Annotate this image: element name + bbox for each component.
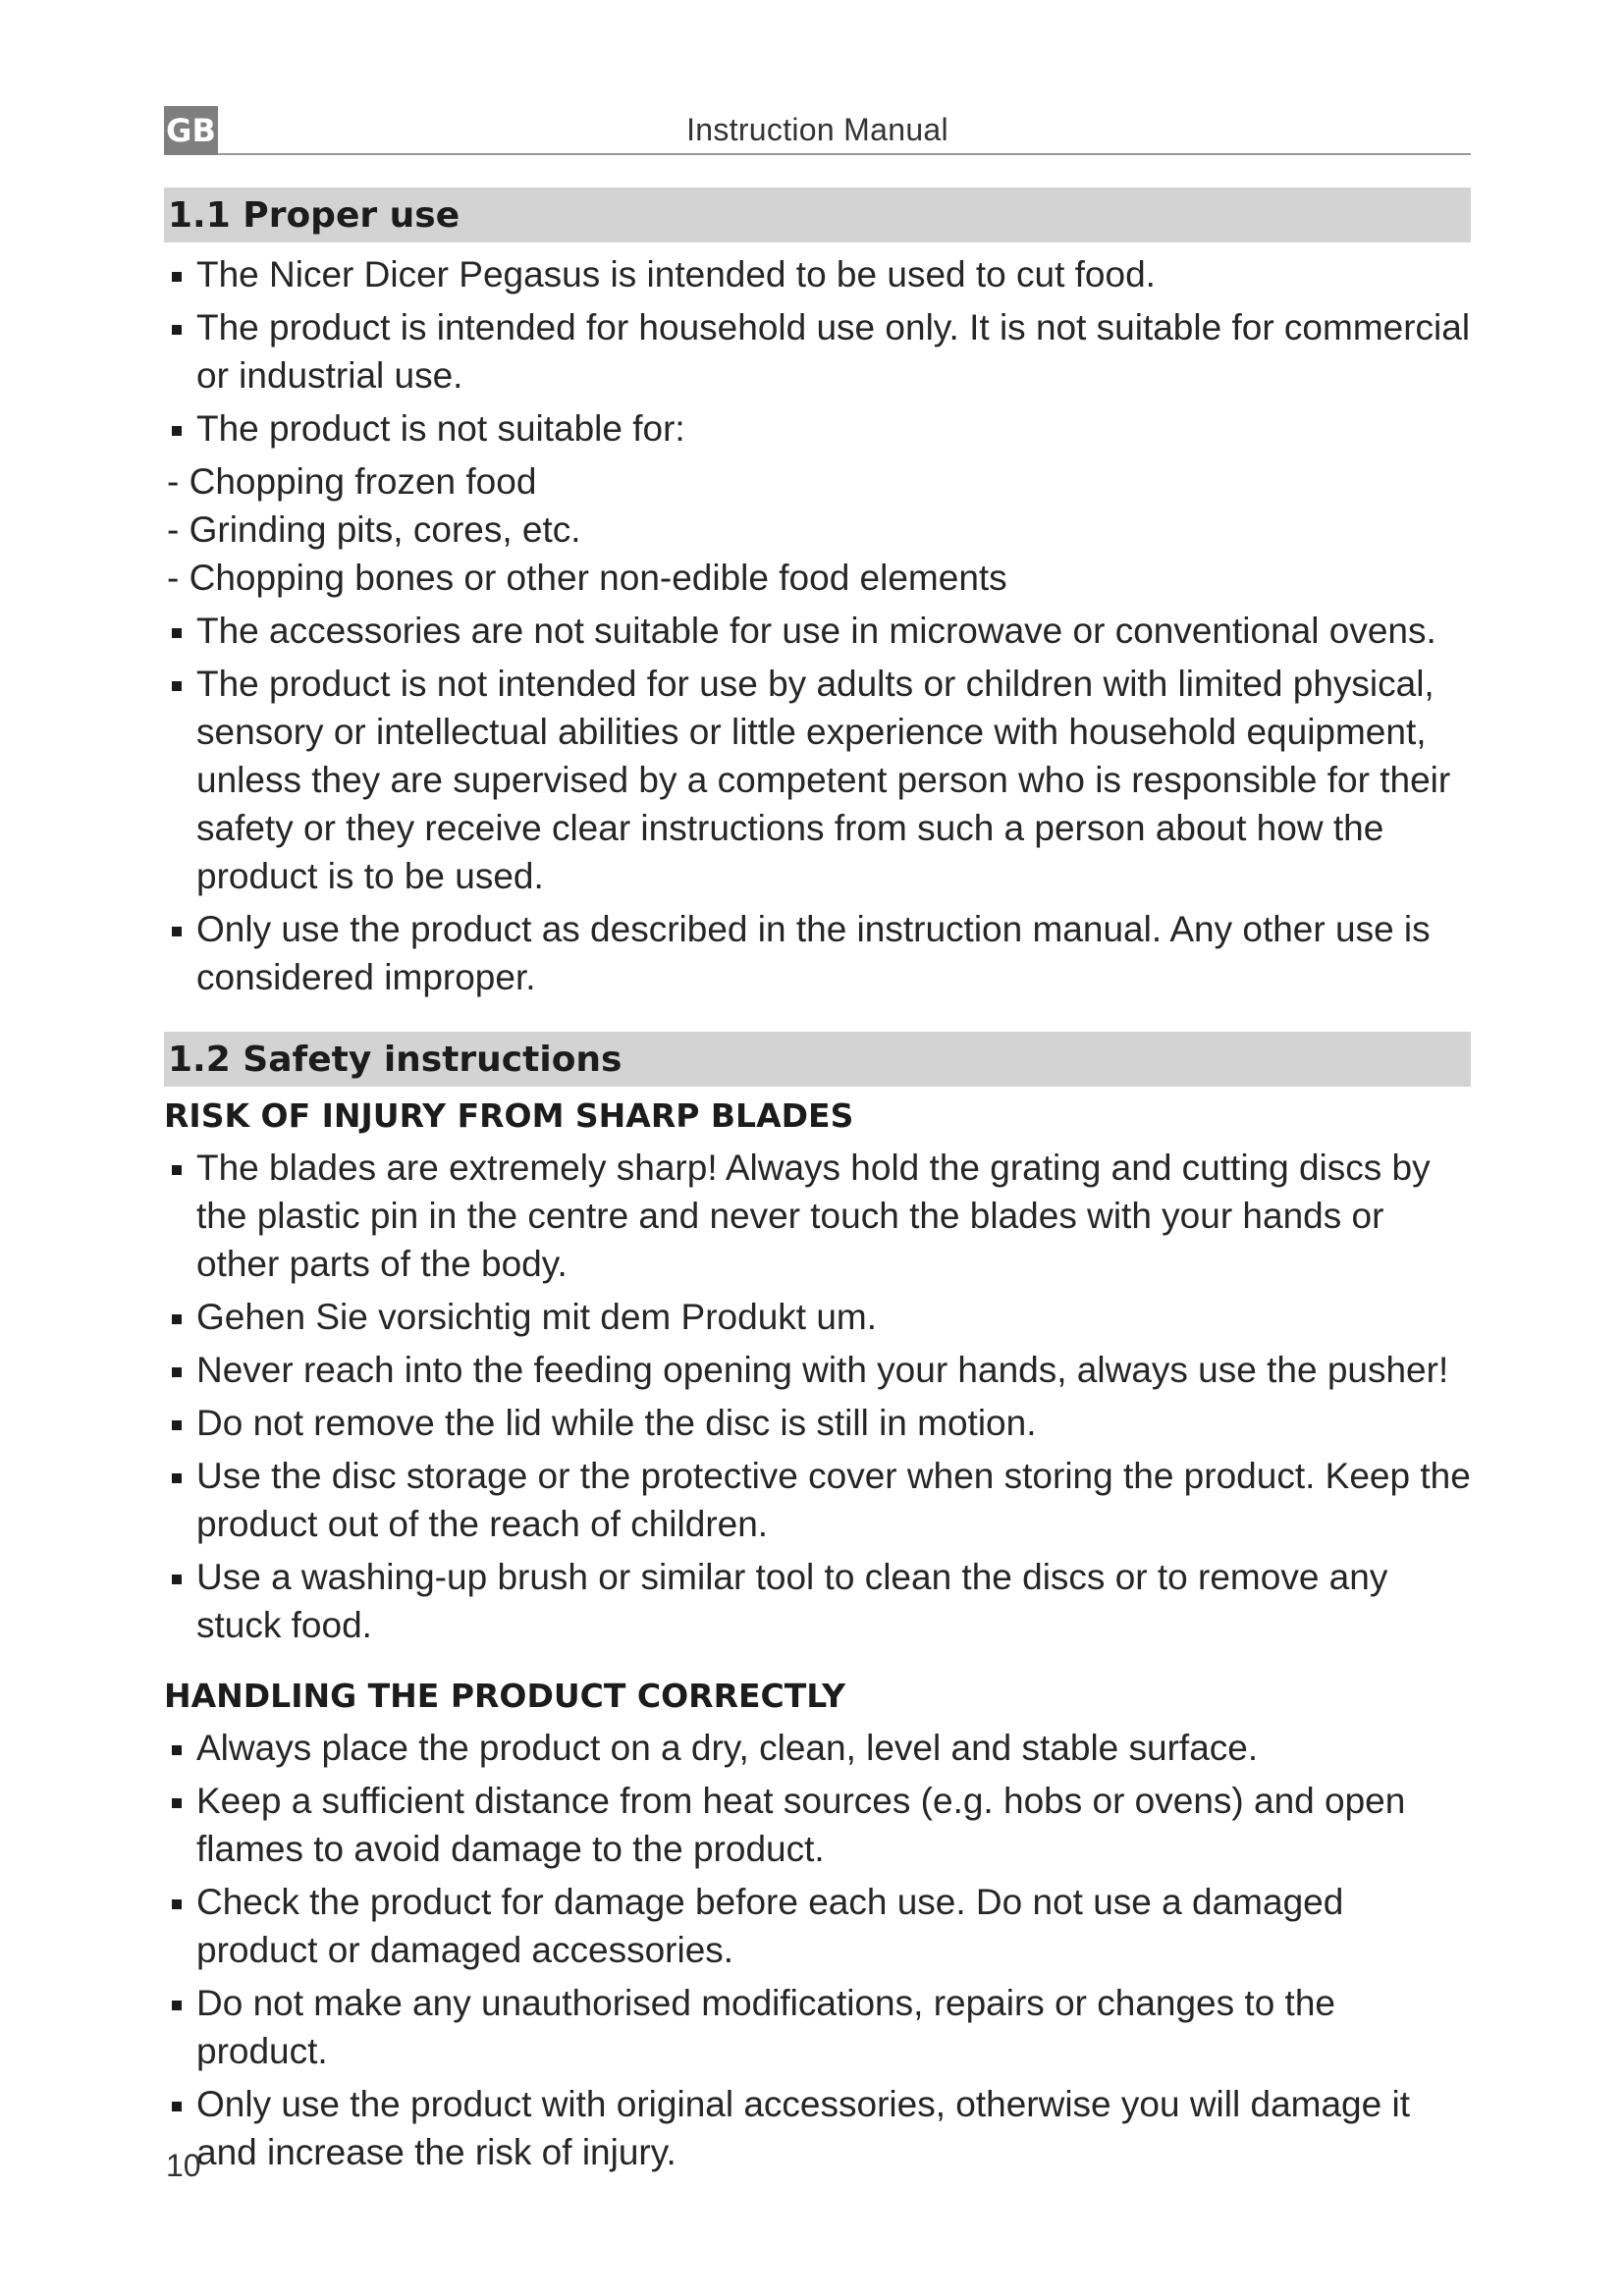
list-item: The Nicer Dicer Pegasus is intended to be used to cut food. xyxy=(167,250,1473,298)
list-item: Only use the product as described in the instruction manual. Any other use is considered improper. xyxy=(167,905,1473,1001)
list-item: Use a washing-up brush or similar tool to clean the discs or to remove any stuck food. xyxy=(167,1553,1473,1649)
list-item: Keep a sufficient distance from heat sources (e.g. hobs or ovens) and open flames to avoid damage to the product. xyxy=(167,1777,1473,1873)
handling-product-list xyxy=(167,1724,1473,2181)
page-header xyxy=(164,106,1471,155)
list-subitem: - Grinding pits, cores, etc. xyxy=(167,509,581,550)
subheading-handling-product: HANDLING THE PRODUCT CORRECTLY xyxy=(164,1677,846,1715)
list-item: The blades are extremely sharp! Always hold the grating and cutting discs by the plastic pin in the centre and never touch the blades with your hands or other parts of the body. xyxy=(167,1144,1473,1288)
list-subitem: - Chopping frozen food xyxy=(167,461,537,502)
list-item: Gehen Sie vorsichtig mit dem Produkt um. xyxy=(167,1293,1473,1341)
sharp-blades-list xyxy=(167,1144,1473,1654)
list-item: The product is not intended for use by adults or children with limited physical, sensory or intellectual abilities or little experience with household equipment, unless they are supervised by a competent person who is responsible for their safety or they receive clear instructions from such a person about how the product is to be used. xyxy=(167,660,1473,900)
list-item: Do not remove the lid while the disc is still in motion. xyxy=(167,1399,1473,1447)
page-number: 10 xyxy=(166,2148,201,2183)
language-badge: GB xyxy=(164,106,218,155)
list-item: Never reach into the feeding opening with your hands, always use the pusher! xyxy=(167,1346,1473,1394)
list-item: Only use the product with original accessories, otherwise you will damage it and increase the risk of injury. xyxy=(167,2080,1473,2176)
list-item: Always place the product on a dry, clean, level and stable surface. xyxy=(167,1724,1473,1772)
list-item: The accessories are not suitable for use in microwave or conventional ovens. xyxy=(167,607,1473,655)
list-item: The product is intended for household use only. It is not suitable for commercial or industrial use. xyxy=(167,303,1473,400)
header-title: Instruction Manual xyxy=(686,112,948,147)
proper-use-list xyxy=(167,250,1473,1006)
list-item: The product is not suitable for: xyxy=(167,404,1473,453)
list-item: Check the product for damage before each use. Do not use a damaged product or damaged accessories. xyxy=(167,1878,1473,1974)
section-title-proper-use: 1.1 Proper use xyxy=(164,187,1471,242)
list-subitem: - Chopping bones or other non-edible food elements xyxy=(167,558,1007,598)
header-divider xyxy=(218,153,1471,155)
list-item: Use the disc storage or the protective cover when storing the product. Keep the product out of the reach of children. xyxy=(167,1452,1473,1548)
list-item: Do not make any unauthorised modifications, repairs or changes to the product. xyxy=(167,1979,1473,2075)
section-title-safety-instructions: 1.2 Safety instructions xyxy=(164,1032,1471,1087)
subheading-sharp-blades: RISK OF INJURY FROM SHARP BLADES xyxy=(164,1096,854,1135)
